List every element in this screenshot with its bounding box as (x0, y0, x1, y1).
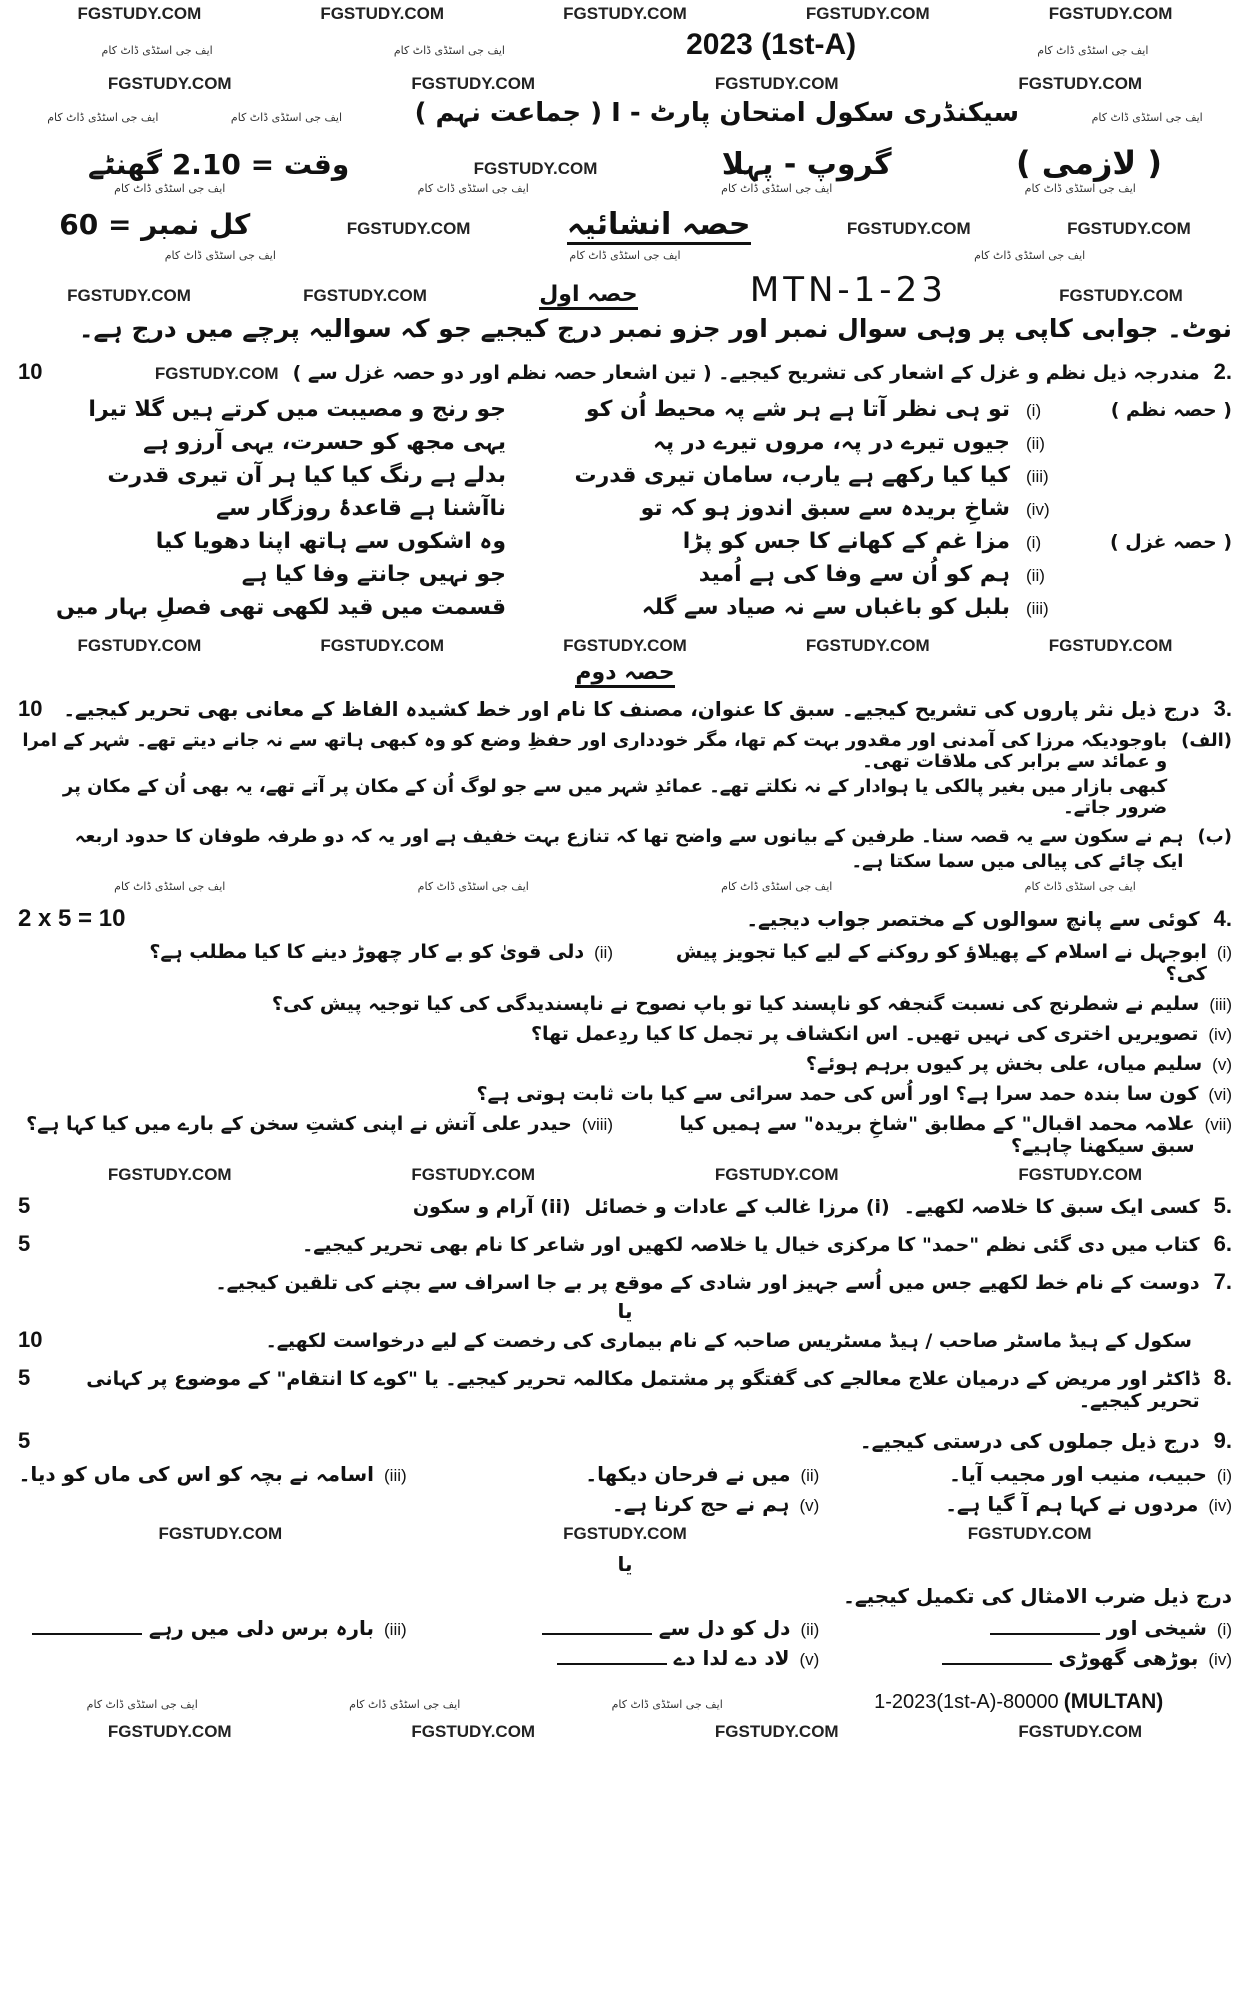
sentence-text: حبیب، منیب اور مجیب آیا۔ (949, 1462, 1207, 1486)
watermark-row (18, 1722, 1232, 1742)
watermark-urdu: ایف جی اسٹڈی ڈاٹ کام (47, 111, 159, 124)
verse-number: (i) (1026, 533, 1042, 552)
watermark-text: FGSTUDY.COM (107, 74, 232, 93)
sentence-number: (iv) (1208, 1496, 1232, 1515)
watermark-urdu: ایف جی اسٹڈی ڈاٹ کام (721, 880, 833, 893)
watermark-urdu: ایف جی اسٹڈی ڈاٹ کام (417, 880, 529, 893)
q4-items (18, 941, 1232, 1157)
q5-option-2: (ii) آرام و سکون (412, 1196, 571, 1218)
year-row (18, 28, 1232, 62)
proverb-text (557, 1646, 790, 1670)
verse-second-line: جو نہیں جانتے وفا کیا ہے (241, 562, 506, 587)
q7-number: 7. (1213, 1269, 1232, 1294)
short-question (18, 1023, 1232, 1045)
answer-blank (32, 1633, 142, 1635)
footer-code-group (874, 1690, 1163, 1714)
watermark-text: FGSTUDY.COM (1018, 1722, 1143, 1741)
proverb-number: (iv) (1208, 1650, 1232, 1669)
short-question-text: تصویریں اختری کی نہیں تھیں۔ اس انکشاف پر تجمل کا کیا ردِعمل تھا؟ (531, 1023, 1199, 1045)
subject-row (18, 144, 1232, 182)
short-question-number: (vi) (1208, 1085, 1232, 1104)
q4-number: 4. (1213, 906, 1232, 931)
q9-items (18, 1462, 1232, 1516)
watermark-text: FGSTUDY.COM (411, 74, 536, 93)
short-question (637, 1113, 1232, 1157)
verse-first-line: بلبل کو باغباں سے نہ صیاد سے گلہ (641, 595, 1010, 620)
q5-option-1: (i) مرزا غالب کے عادات و خصائل (584, 1196, 890, 1218)
verse-number: (iv) (1026, 500, 1050, 519)
q7-row (18, 1269, 1232, 1295)
answer-blank (942, 1663, 1052, 1665)
sentence-item (18, 1462, 407, 1486)
verse-first-line: شاخِ بریدہ سے سبق اندوز ہو کہ تو (640, 496, 1010, 521)
watermark-urdu: ایف جی اسٹڈی ڈاٹ کام (114, 182, 226, 195)
watermark-text: FGSTUDY.COM (77, 4, 202, 23)
watermark-urdu: ایف جی اسٹڈی ڈاٹ کام (230, 111, 343, 124)
verse-second-line: ناآشنا ہے قاعدۂ روزگار سے (216, 496, 506, 521)
watermark-row (18, 1524, 1232, 1544)
short-question (637, 941, 1232, 985)
group-label: گروپ - پہلا (721, 147, 892, 182)
q3-a-line2: کبھی بازار میں بغیر پالکی یا ہوادار کے نہ نکلتے تھے۔ عمائدِ شہر میں سے جو لوگ اُن کے مکان پر آتے تھے، یہ بھی اُن کے مکان پر ضرور جاتے۔ (62, 776, 1168, 818)
watermark-text: FGSTUDY.COM (77, 636, 202, 655)
proverb-item (18, 1616, 407, 1640)
q3-text: درج ذیل نثر پاروں کی تشریح کیجیے۔ سبق کا عنوان، مصنف کا نام اور خط کشیدہ الفاظ کے معانی بھی تحریر کیجیے۔ (63, 697, 1200, 721)
watermark-text: FGSTUDY.COM (805, 636, 930, 655)
proverb-text (542, 1616, 791, 1640)
year-code: 2023 (1st-A) (686, 28, 857, 61)
short-question-number: (iv) (1208, 1025, 1232, 1044)
proverb-prompt: بوڑھی گھوڑی (1058, 1646, 1199, 1670)
watermark-row (18, 880, 1232, 893)
sentence-text: میں نے فرحان دیکھا۔ (585, 1462, 791, 1486)
watermark-text: FGSTUDY.COM (411, 1165, 536, 1184)
watermark-row (18, 249, 1232, 262)
q4-text: کوئی سے پانچ سوالوں کے مختصر جواب دیجیے۔ (746, 907, 1200, 931)
q3-a-line1: باوجودیکہ مرزا کی آمدنی اور مقدور بہت کم تھا، مگر خودداری اور حفظِ وضع کو وہ کبھی ہاتھ سے نہ جانے دیتے تھے۔ شہر کے امرا و عمائد سے برابر کی ملاقات تھی۔ (22, 730, 1168, 772)
nazm-label: ( حصہ نظم ) (1110, 399, 1232, 421)
verse-second-line: بدلے ہے رنگ کیا کیا ہر آن تیری قدرت (107, 463, 506, 488)
watermark-row (18, 4, 1232, 24)
watermark-text: FGSTUDY.COM (107, 1165, 232, 1184)
short-question-text: علامہ محمد اقبال" کے مطابق "شاخِ بریدہ" سے ہمیں کیا سبق سیکھنا چاہیے؟ (679, 1113, 1195, 1157)
watermark-urdu: ایف جی اسٹڈی ڈاٹ کام (114, 880, 226, 893)
proverb-text (32, 1616, 374, 1640)
q6-text: کتاب میں دی گئی نظم "حمد" کا مرکزی خیال یا خلاصہ لکھیں اور شاعر کا نام بھی تحریر کیجیے۔ (302, 1234, 1200, 1256)
q3-b-body (18, 826, 1183, 872)
proverb-number: (i) (1216, 1620, 1232, 1639)
q8-row (18, 1365, 1232, 1412)
handwritten-code: MTN-1-23 (749, 270, 947, 310)
answer-blank (990, 1633, 1100, 1635)
sentence-number: (v) (799, 1496, 820, 1515)
short-question-row (18, 1023, 1232, 1045)
q2-marks: 10 (18, 359, 43, 384)
proverb-text (942, 1646, 1199, 1670)
proverb-number: (v) (799, 1650, 820, 1669)
short-question-number: (i) (1216, 943, 1232, 962)
q7-marks: 10 (18, 1327, 43, 1352)
q3-a (18, 730, 1232, 818)
short-question-number: (v) (1212, 1055, 1232, 1074)
verse-second-line: یہی مجھ کو حسرت، یہی آرزو ہے (143, 430, 506, 455)
part-one-row (18, 270, 1232, 310)
verse-first-line: جیوں تیرے در پہ، مروں تیرے در پہ (653, 430, 1010, 455)
q7-or-row (18, 1299, 1232, 1323)
sentence-item (431, 1492, 820, 1516)
short-question-number: (ii) (594, 943, 613, 962)
verse-second-line: قسمت میں قید لکھی تھی فصلِ بہار میں (55, 595, 506, 620)
q5-marks: 5 (18, 1193, 31, 1218)
short-question (18, 993, 1232, 1015)
verse-number: (i) (1026, 401, 1042, 420)
watermark-urdu: ایف جی اسٹڈی ڈاٹ کام (417, 182, 529, 195)
watermark-row (18, 182, 1232, 195)
watermark-text: FGSTUDY.COM (158, 1524, 283, 1543)
watermark-text: FGSTUDY.COM (320, 636, 445, 655)
subject-label: ( لازمی ) (1016, 144, 1162, 182)
watermark-text: FGSTUDY.COM (1059, 286, 1183, 305)
watermark-urdu: ایف جی اسٹڈی ڈاٹ کام (164, 249, 276, 262)
proverb-number: (ii) (800, 1620, 820, 1639)
exam-title-row (18, 98, 1232, 128)
watermark-urdu: ایف جی اسٹڈی ڈاٹ کام (1037, 44, 1149, 57)
short-question-text: سلیم نے شطرنج کی نسبت گنجفہ کو ناپسند کیا تو باپ نصوح نے ناپسندیدگی کی کیا توجیہ پیش کی؟ (271, 993, 1200, 1015)
short-question-number: (iii) (1209, 995, 1232, 1014)
sentence-item (843, 1462, 1232, 1486)
short-question-row (18, 993, 1232, 1015)
q5-row (18, 1193, 1232, 1219)
sentence-text: مردوں نے کہا ہم آ گیا ہے۔ (945, 1492, 1199, 1516)
q3-b-line2: ایک چائے کی پیالی میں سما سکتا ہے۔ (851, 851, 1184, 872)
sentence-number: (iii) (384, 1466, 407, 1485)
short-question (18, 941, 613, 985)
q9-text: درج ذیل جملوں کی درستی کیجیے۔ (859, 1429, 1200, 1453)
watermark-urdu: ایف جی اسٹڈی ڈاٹ کام (721, 182, 833, 195)
proverb-number: (iii) (384, 1620, 407, 1639)
q3-marks: 10 (18, 696, 43, 721)
proverb-prompt: دل کو دل سے (658, 1616, 791, 1640)
q3-a-body (18, 730, 1167, 818)
watermark-text: FGSTUDY.COM (1067, 219, 1191, 238)
watermark-text: FGSTUDY.COM (320, 4, 445, 23)
q9-number: 9. (1213, 1428, 1232, 1453)
watermark-text: FGSTUDY.COM (967, 1524, 1092, 1543)
verses-grid (18, 397, 1232, 620)
watermark-text: FGSTUDY.COM (714, 74, 839, 93)
watermark-row (18, 636, 1232, 656)
proverb-prompt: لاد دے لدا دے (673, 1646, 790, 1670)
watermark-text: FGSTUDY.COM (473, 159, 598, 178)
q3-b-line1: ہم نے سکون سے یہ قصہ سنا۔ طرفین کے بیانوں سے واضح تھا کہ تنازع بہت خفیف ہے اور یہ کہ دو طرفہ طوفان کا حدود اربعہ (74, 826, 1184, 847)
footer-code: 1-2023(1st-A)-80000 (874, 1691, 1059, 1713)
total-marks: کل نمبر = 60 (59, 208, 251, 241)
q5-number: 5. (1213, 1193, 1232, 1218)
proverbs-heading (18, 1584, 1232, 1608)
watermark-urdu: ایف جی اسٹڈی ڈاٹ کام (569, 249, 681, 262)
q4-marks: 2 x 5 = 10 (18, 905, 126, 932)
short-question (18, 1083, 1232, 1105)
verse-number: (ii) (1026, 434, 1045, 453)
watermark-text: FGSTUDY.COM (67, 286, 191, 305)
watermark-urdu: ایف جی اسٹڈی ڈاٹ کام (86, 1698, 198, 1711)
note-row (18, 314, 1232, 343)
part-one-title: حصہ اول (539, 282, 637, 310)
watermark-text: FGSTUDY.COM (563, 4, 687, 23)
verse-first-line: تو ہی نظر آتا ہے ہر شے پہ محیط اُن کو (585, 397, 1010, 422)
watermark-text: FGSTUDY.COM (1018, 74, 1143, 93)
q9-or-row (18, 1552, 1232, 1576)
q4-heading (18, 905, 1232, 933)
short-question-text: ابوجہل نے اسلام کے پھیلاؤ کو روکنے کے لیے کیا تجویز پیش کی؟ (675, 941, 1207, 985)
watermark-row (18, 74, 1232, 94)
short-question-row (18, 1113, 1232, 1157)
q9-or: یا (617, 1552, 633, 1576)
answer-blank (557, 1663, 667, 1665)
proverb-item (843, 1616, 1232, 1640)
q7-or: یا (617, 1299, 633, 1323)
q2-heading (18, 359, 1232, 385)
q6-row (18, 1231, 1232, 1257)
q8-marks: 5 (18, 1365, 31, 1390)
watermark-text: FGSTUDY.COM (1018, 1165, 1143, 1184)
watermark-urdu: ایف جی اسٹڈی ڈاٹ کام (1024, 880, 1136, 893)
q6-number: 6. (1213, 1231, 1232, 1256)
verse-first-line: مزا غم کے کھانے کا جس کو پڑا (682, 529, 1010, 554)
q9-heading (18, 1428, 1232, 1454)
watermark-text: FGSTUDY.COM (1048, 4, 1173, 23)
verse-first-line: ہم کو اُن سے وفا کی ہے اُمید (698, 562, 1010, 587)
short-question-number: (vii) (1204, 1115, 1232, 1134)
short-question (18, 1053, 1232, 1075)
sentence-text: اسامہ نے بچہ کو اس کی ماں کو دیا۔ (18, 1462, 375, 1486)
q8-text: ڈاکٹر اور مریض کے درمیان علاج معالجے کی گفتگو پر مشتمل مکالمہ تحریر کیجیے۔ یا "کوے کا انتقام" کے موضوع پر کہانی تحریر کیجیے۔ (86, 1368, 1200, 1412)
q3-heading (18, 696, 1232, 722)
q2-number: 2. (1213, 359, 1232, 384)
watermark-text: FGSTUDY.COM (563, 1524, 687, 1543)
watermark-urdu: ایف جی اسٹڈی ڈاٹ کام (393, 44, 505, 57)
short-question-row (18, 1083, 1232, 1105)
proverbs-items (18, 1616, 1232, 1670)
watermark-text: FGSTUDY.COM (805, 4, 930, 23)
watermark-text: FGSTUDY.COM (846, 219, 971, 238)
q6-marks: 5 (18, 1231, 31, 1256)
verse-second-line: جو رنج و مصیبت میں کرتے ہیں گلا تیرا (88, 397, 506, 422)
verse-first-line: کیا کیا رکھے ہے یارب، سامان تیری قدرت (574, 463, 1010, 488)
q8-number: 8. (1213, 1365, 1232, 1390)
proverbs-text: درج ذیل ضرب الامثال کی تکمیل کیجیے۔ (843, 1584, 1232, 1608)
short-question-text: دلی قویٰ کو بے کار چھوڑ دینے کا کیا مطلب ہے؟ (149, 941, 585, 963)
watermark-text: FGSTUDY.COM (154, 364, 279, 383)
short-question-text: سلیم میاں، علی بخش پر کیوں برہم ہوئے؟ (805, 1053, 1203, 1075)
section-row (18, 207, 1232, 245)
proverb-item (843, 1646, 1232, 1670)
watermark-row (18, 1165, 1232, 1185)
sentence-text: ہم نے حج کرنا ہے۔ (611, 1492, 790, 1516)
q3-a-label: (الف) (1181, 730, 1232, 751)
q5-text: کسی ایک سبق کا خلاصہ لکھیے۔ (903, 1196, 1200, 1218)
time-label: وقت = 2.10 گھنٹے (88, 148, 350, 181)
watermark-urdu: ایف جی اسٹڈی ڈاٹ کام (974, 249, 1086, 262)
q3-b (18, 826, 1232, 872)
watermark-text: FGSTUDY.COM (714, 1722, 839, 1741)
verse-number: (iii) (1026, 599, 1049, 618)
watermark-text: FGSTUDY.COM (411, 1722, 536, 1741)
short-question (18, 1113, 613, 1157)
proverb-text (990, 1616, 1207, 1640)
watermark-text: FGSTUDY.COM (107, 1722, 232, 1741)
sentence-item (431, 1462, 820, 1486)
instructions-note: نوٹ۔ جوابی کاپی پر وہی سوال نمبر اور جزو نمبر درج کیجیے جو کہ سوالیہ پرچے میں درج ہے۔ (78, 314, 1232, 343)
footer-city: (MULTAN) (1063, 1690, 1164, 1713)
short-question-row (18, 1053, 1232, 1075)
verse-second-line: وہ اشکوں سے ہاتھ اپنا دھویا کیا (155, 529, 506, 554)
answer-blank (542, 1633, 652, 1635)
q7-alt-row (18, 1327, 1232, 1353)
short-question-text: کون سا بندہ حمد سرا ہے؟ اور اُس کی حمد سرائی سے کیا بات ثابت ہوتی ہے؟ (476, 1083, 1199, 1105)
short-question-text: حیدر علی آتش نے اپنی کشتِ سخن کے بارے میں کیا کہا ہے؟ (26, 1113, 572, 1135)
verse-number: (iii) (1026, 467, 1049, 486)
watermark-text: FGSTUDY.COM (1048, 636, 1173, 655)
part-two-title: حصہ دوم (575, 660, 674, 688)
watermark-urdu: ایف جی اسٹڈی ڈاٹ کام (101, 44, 213, 57)
exam-title: سیکنڈری سکول امتحان پارٹ - I ( جماعت نہم ) (414, 98, 1020, 128)
watermark-urdu: ایف جی اسٹڈی ڈاٹ کام (611, 1698, 723, 1711)
sentence-number: (i) (1216, 1466, 1232, 1485)
watermark-urdu: ایف جی اسٹڈی ڈاٹ کام (349, 1698, 461, 1711)
short-question-row (18, 941, 1232, 985)
q7-text: دوست کے نام خط لکھیے جس میں اُسے جہیز اور شادی کے موقع پر بے جا اسراف سے بچنے کی تلقین کیجیے۔ (215, 1272, 1200, 1294)
sentence-item (843, 1492, 1232, 1516)
q7-alternative: سکول کے ہیڈ ماسٹر صاحب / ہیڈ مسٹریس صاحبہ کے نام بیماری کی رخصت کے لیے درخواست لکھیے۔ (265, 1330, 1192, 1352)
q3-number: 3. (1213, 696, 1232, 721)
q9-marks: 5 (18, 1428, 31, 1453)
watermark-text: FGSTUDY.COM (346, 219, 471, 238)
watermark-text: FGSTUDY.COM (714, 1165, 839, 1184)
watermark-text: FGSTUDY.COM (563, 636, 687, 655)
part-two-row (18, 660, 1232, 688)
ghazal-label: ( حصہ غزل ) (1109, 531, 1232, 553)
proverb-prompt: بارہ برس دلی میں رہے (148, 1616, 375, 1640)
short-question-number: (viii) (581, 1115, 613, 1134)
proverb-item (431, 1616, 820, 1640)
watermark-text: FGSTUDY.COM (303, 286, 427, 305)
sentence-number: (ii) (800, 1466, 820, 1485)
q2-text: مندرجہ ذیل نظم و غزل کے اشعار کی تشریح کیجیے۔ ( تین اشعار حصہ نظم اور دو حصہ غزل سے ) (292, 362, 1200, 384)
watermark-urdu: ایف جی اسٹڈی ڈاٹ کام (1091, 111, 1203, 124)
proverb-prompt: شیخی اور (1106, 1616, 1207, 1640)
verse-number: (ii) (1026, 566, 1045, 585)
proverb-item (431, 1646, 820, 1670)
watermark-urdu: ایف جی اسٹڈی ڈاٹ کام (1024, 182, 1136, 195)
section-title: حصہ انشائیہ (567, 207, 751, 245)
q3-b-label: (ب) (1197, 826, 1232, 847)
footer-row (18, 1690, 1232, 1714)
